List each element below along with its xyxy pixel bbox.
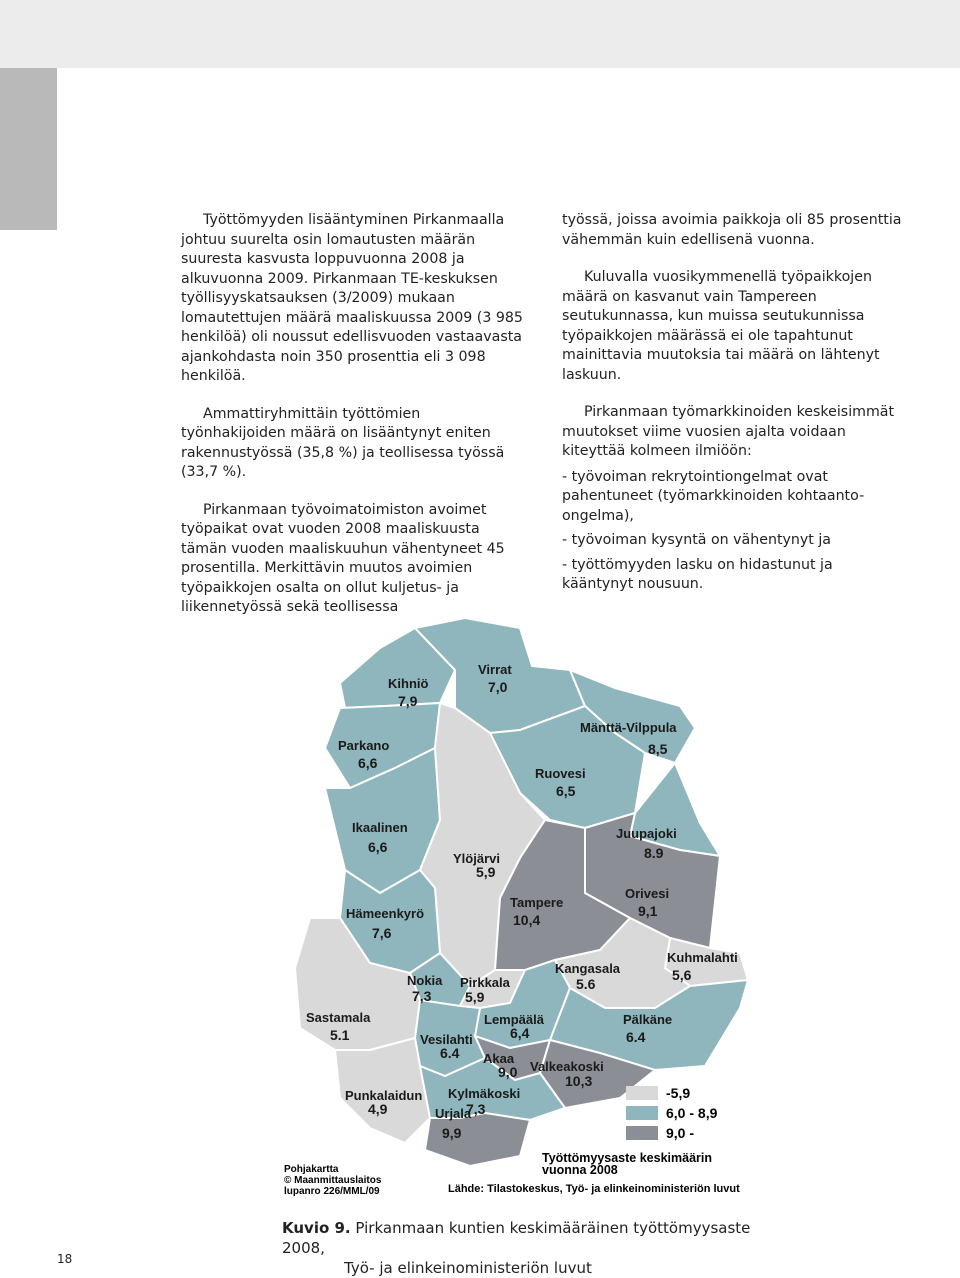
region-value-label: 6,6 [358, 755, 378, 771]
region-value-label: 4,9 [368, 1101, 388, 1117]
legend-label: 9,0 - [666, 1125, 695, 1141]
region-name-label: Pälkäne [623, 1012, 673, 1027]
region-value-label: 6.4 [626, 1029, 646, 1045]
paragraph: Pirkanmaan työmarkkinoiden keskeisimmät muutokset viime vuosien ajalta voidaan kiteyttää kolmeen ilmiöön: [562, 404, 895, 459]
region-name-label: Kuhmalahti [667, 950, 738, 965]
map-regions [295, 618, 748, 1166]
paragraph: Työttömyyden lisääntyminen Pirkanmaalla johtuu suurelta osin lomautusten määrän suuresta kasvusta loppuvuonna 2008 ja alkuvuonna 2009. Pirkanmaan TE-keskuksen työllisyyskatsauksen (3/2009) mukaan lomautettujen määrä maaliskuussa 2009 (3 985 henkilöä) oli noussut edellisvuoden vastaavasta ajankohdasta noin 350 prosenttia eli 3 098 henkilöä. [181, 212, 523, 384]
paragraph: Pirkanmaan työvoimatoimiston avoimet työpaikat ovat vuoden 2008 maaliskuusta tämän vuoden maaliskuuhun vähentyneet 45 prosentilla. Merkittävin muutos avoimien työpaikkojen osalta on ollut kuljetus- ja liikennetyössä sekä teollisessa [181, 501, 505, 615]
left-text-column [181, 211, 526, 636]
region-name-label: Ikaalinen [352, 820, 408, 835]
region-name-label: Kylmäkoski [448, 1086, 521, 1101]
region-name-label: Akaa [483, 1051, 515, 1066]
region-value-label: 7,6 [372, 925, 392, 941]
region-name-label: Parkano [338, 738, 390, 753]
region-value-label: 6,5 [556, 783, 576, 799]
page-number: 18 [57, 1252, 73, 1266]
region-name-label: Juupajoki [616, 826, 677, 841]
region-name-label: Punkalaidun [345, 1088, 423, 1103]
unemployment-map [270, 588, 770, 1197]
region-name-label: Sastamala [306, 1010, 371, 1025]
side-tab [0, 68, 57, 230]
region-value-label: 6.4 [440, 1045, 460, 1061]
bullet-item: - työvoiman kysyntä on vähentynyt ja [562, 532, 831, 548]
region-name-label: Pirkkala [460, 975, 510, 990]
basemap-credit: lupanro 226/MML/09 [284, 1186, 380, 1197]
region-name-label: Tampere [510, 895, 564, 910]
paragraph: Kuluvalla vuosikymmenellä työpaikkojen määrä on kasvanut vain Tampereen seutukunnassa, kun muissa seutukunnissa työpaikkojen määrässä ei ole tapahtunut mainittavia muutoksia tai määrä on lähtenyt laskuun. [562, 269, 880, 383]
figure-caption [282, 1218, 782, 1278]
region-name-label: Nokia [407, 973, 443, 988]
region-value-label: 9,1 [638, 903, 658, 919]
region-name-label: Kihniö [388, 676, 429, 691]
region-name-label: Hämeenkyrö [346, 906, 425, 921]
region-value-label: 5.1 [330, 1027, 350, 1043]
region-value-label: 9,9 [442, 1125, 462, 1141]
region-value-label: 5.6 [576, 976, 596, 992]
region-value-label: 7,3 [412, 988, 432, 1004]
bullet-item: - työttömyyden lasku on hidastunut ja kääntynyt nousuun. [562, 556, 833, 592]
legend-subtitle: vuonna 2008 [542, 1163, 618, 1177]
region-value-label: 9,0 [498, 1064, 518, 1080]
region-value-label: 5,9 [465, 989, 485, 1005]
bullet-item: - työvoiman rekrytointiongelmat ovat pahentuneet (työmarkkinoiden kohtaanto-ongelma), [562, 468, 865, 524]
top-band [0, 0, 960, 68]
region-value-label: 6,6 [368, 839, 388, 855]
region-name-label: Lempäälä [484, 1012, 544, 1027]
region-value-label: 8.9 [644, 845, 664, 861]
region-name-label: Valkeakoski [530, 1059, 604, 1074]
region-name-label: Urjala [435, 1106, 472, 1121]
legend-label: 6,0 - 8,9 [666, 1105, 718, 1121]
region-value-label: 5,6 [672, 967, 692, 983]
region-name-label: Mänttä-Vilppula [580, 720, 677, 735]
region-value-label: 5,9 [476, 864, 496, 880]
basemap-credit: Pohjakartta [284, 1164, 339, 1175]
legend-label: -5,9 [666, 1085, 691, 1101]
region-value-label: 7,0 [488, 679, 508, 695]
region-name-label: Vesilahti [420, 1032, 473, 1047]
basemap-credit: © Maanmittauslaitos [284, 1175, 382, 1186]
legend-swatch [626, 1086, 658, 1100]
right-text-column [562, 211, 907, 600]
region-name-label: Kangasala [555, 961, 621, 976]
region-value-label: 10,3 [565, 1073, 593, 1089]
region-value-label: 6,4 [510, 1025, 530, 1041]
region-value-label: 8,5 [648, 741, 668, 757]
region-name-label: Orivesi [625, 886, 670, 901]
caption-text: Pirkanmaan kuntien keskimääräinen työttömyysaste 2008, [282, 1219, 751, 1257]
paragraph: työssä, joissa avoimia paikkoja oli 85 prosenttia vähemmän kuin edellisenä vuonna. [562, 212, 902, 248]
legend-swatch [626, 1106, 658, 1120]
paragraph: Ammattiryhmittäin työttömien työnhakijoiden määrä on lisääntynyt eniten rakennustyössä (35,8 %) ja teollisessa työssä (33,7 %). [181, 405, 505, 480]
legend-swatch [626, 1126, 658, 1140]
region-value-label: 10,4 [513, 912, 541, 928]
caption-text: Työ- ja elinkeinoministeriön luvut [344, 1259, 592, 1277]
region-value-label: 7,3 [466, 1101, 486, 1117]
region-name-label: Ylöjärvi [453, 851, 500, 866]
map-source: Lähde: Tilastokeskus, Työ- ja elinkeinoministeriön luvut [448, 1183, 740, 1195]
map-legend [626, 1085, 718, 1141]
region-value-label: 7,9 [398, 693, 418, 709]
region-name-label: Ruovesi [535, 766, 586, 781]
legend-title: Työttömyysaste keskimäärin [542, 1151, 712, 1165]
region-name-label: Virrat [478, 662, 512, 677]
caption-label: Kuvio 9. [282, 1219, 351, 1237]
